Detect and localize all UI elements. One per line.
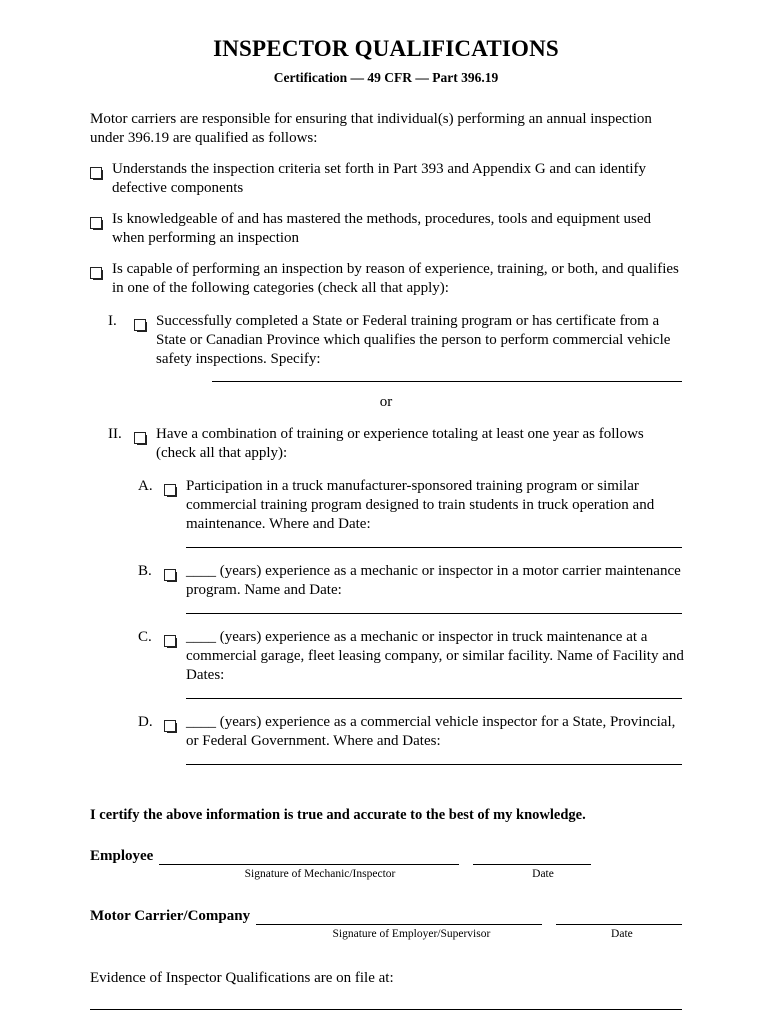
company-date-field[interactable] [556,910,682,925]
evidence-fill-in-line[interactable] [90,1009,682,1010]
date-caption: Date [611,928,633,940]
bullet-text: Is capable of performing an inspection by reason of experience, training, or both, and qualifies in one of the following categories (check all that apply): [112,261,679,296]
signature-caption: Signature of Employer/Supervisor [332,928,491,940]
signature-label: Motor Carrier/Company [90,908,251,924]
page-title: INSPECTOR QUALIFICATIONS [213,36,559,61]
signature-row-company [90,908,682,925]
checkbox-cell [164,713,186,751]
subcategory-text: ____ (years) experience as a mechanic or inspector in truck maintenance at a commercial garage, fleet leasing company, or similar facility. Name of Facility and Dates: [186,629,684,683]
checkbox-icon[interactable] [164,569,176,581]
category-item-2 [108,425,686,463]
bullet-text: Understands the inspection criteria set forth in Part 393 and Appendix G and can identify defective components [112,161,647,196]
subcategory-text: ____ (years) experience as a commercial vehicle inspector for a State, Provincial, or Federal Government. Where and Dates: [186,714,676,749]
fill-in-line-c[interactable] [186,698,682,699]
checkbox-cell [134,312,156,369]
intro-paragraph: Motor carriers are responsible for ensuring that individual(s) performing an annual inspection under 396.19 are qualified as follows: [90,111,652,146]
checkbox-cell [164,628,186,685]
employee-date-field[interactable] [473,850,591,865]
checkbox-cell [90,160,112,198]
category-text: Have a combination of training or experience totaling at least one year as follows (check all that apply): [156,426,644,461]
checkbox-icon[interactable] [164,720,176,732]
or-separator: or [379,394,393,410]
fill-in-line-b[interactable] [186,613,682,614]
subcategory-letter: D. [138,714,153,730]
category-text: Successfully completed a State or Federal training program or has certificate from a State or Canadian Province which qualifies the person to perform commercial vehicle safety inspections. Specify: [156,313,671,367]
certification-statement: I certify the above information is true and accurate to the best of my knowledge. [90,807,586,823]
checkbox-icon[interactable] [134,432,146,444]
evidence-statement: Evidence of Inspector Qualifications are on file at: [90,970,394,986]
checkbox-icon[interactable] [164,635,176,647]
signature-label: Employee [90,848,154,864]
company-signature-field[interactable] [256,910,542,925]
checkbox-icon[interactable] [90,167,102,179]
page-subtitle: Certification — 49 CFR — Part 396.19 [273,70,499,85]
signature-captions-company [90,928,682,940]
checkbox-icon[interactable] [164,484,176,496]
subcategory-letter: C. [138,629,152,645]
subcategory-letter: B. [138,563,152,579]
qualification-bullet [90,160,682,198]
subcategory-item-b [138,562,686,600]
category-item-1 [108,312,686,369]
bullet-text: Is knowledgeable of and has mastered the methods, procedures, tools and equipment used when performing an inspection [112,211,652,246]
checkbox-cell [134,425,156,463]
fill-in-line-a[interactable] [186,547,682,548]
subcategory-item-a [138,477,686,534]
employee-signature-field[interactable] [159,850,459,865]
checkbox-cell [164,477,186,534]
checkbox-icon[interactable] [90,217,102,229]
subcategory-item-c [138,628,686,685]
checkbox-icon[interactable] [90,267,102,279]
subcategory-text: ____ (years) experience as a mechanic or inspector in a motor carrier maintenance program. Name and Date: [186,563,681,598]
fill-in-line-d[interactable] [186,764,682,765]
subcategory-text: Participation in a truck manufacturer-sponsored training program or similar commercial training program designed to train students in truck operation and maintenance. Where and Date: [186,478,655,532]
checkbox-icon[interactable] [134,319,146,331]
qualification-bullet [90,260,682,298]
signature-row-employee [90,848,682,865]
signature-captions-employee [90,868,682,880]
qualification-bullet [90,210,682,248]
subcategory-letter: A. [138,478,153,494]
checkbox-cell [164,562,186,600]
signature-caption: Signature of Mechanic/Inspector [244,868,396,880]
subcategory-item-d [138,713,686,751]
checkbox-cell [90,260,112,298]
fill-in-line-specify[interactable] [212,381,682,382]
category-numeral: I. [108,313,117,329]
date-caption: Date [532,868,554,880]
checkbox-cell [90,210,112,248]
category-numeral: II. [108,426,122,442]
